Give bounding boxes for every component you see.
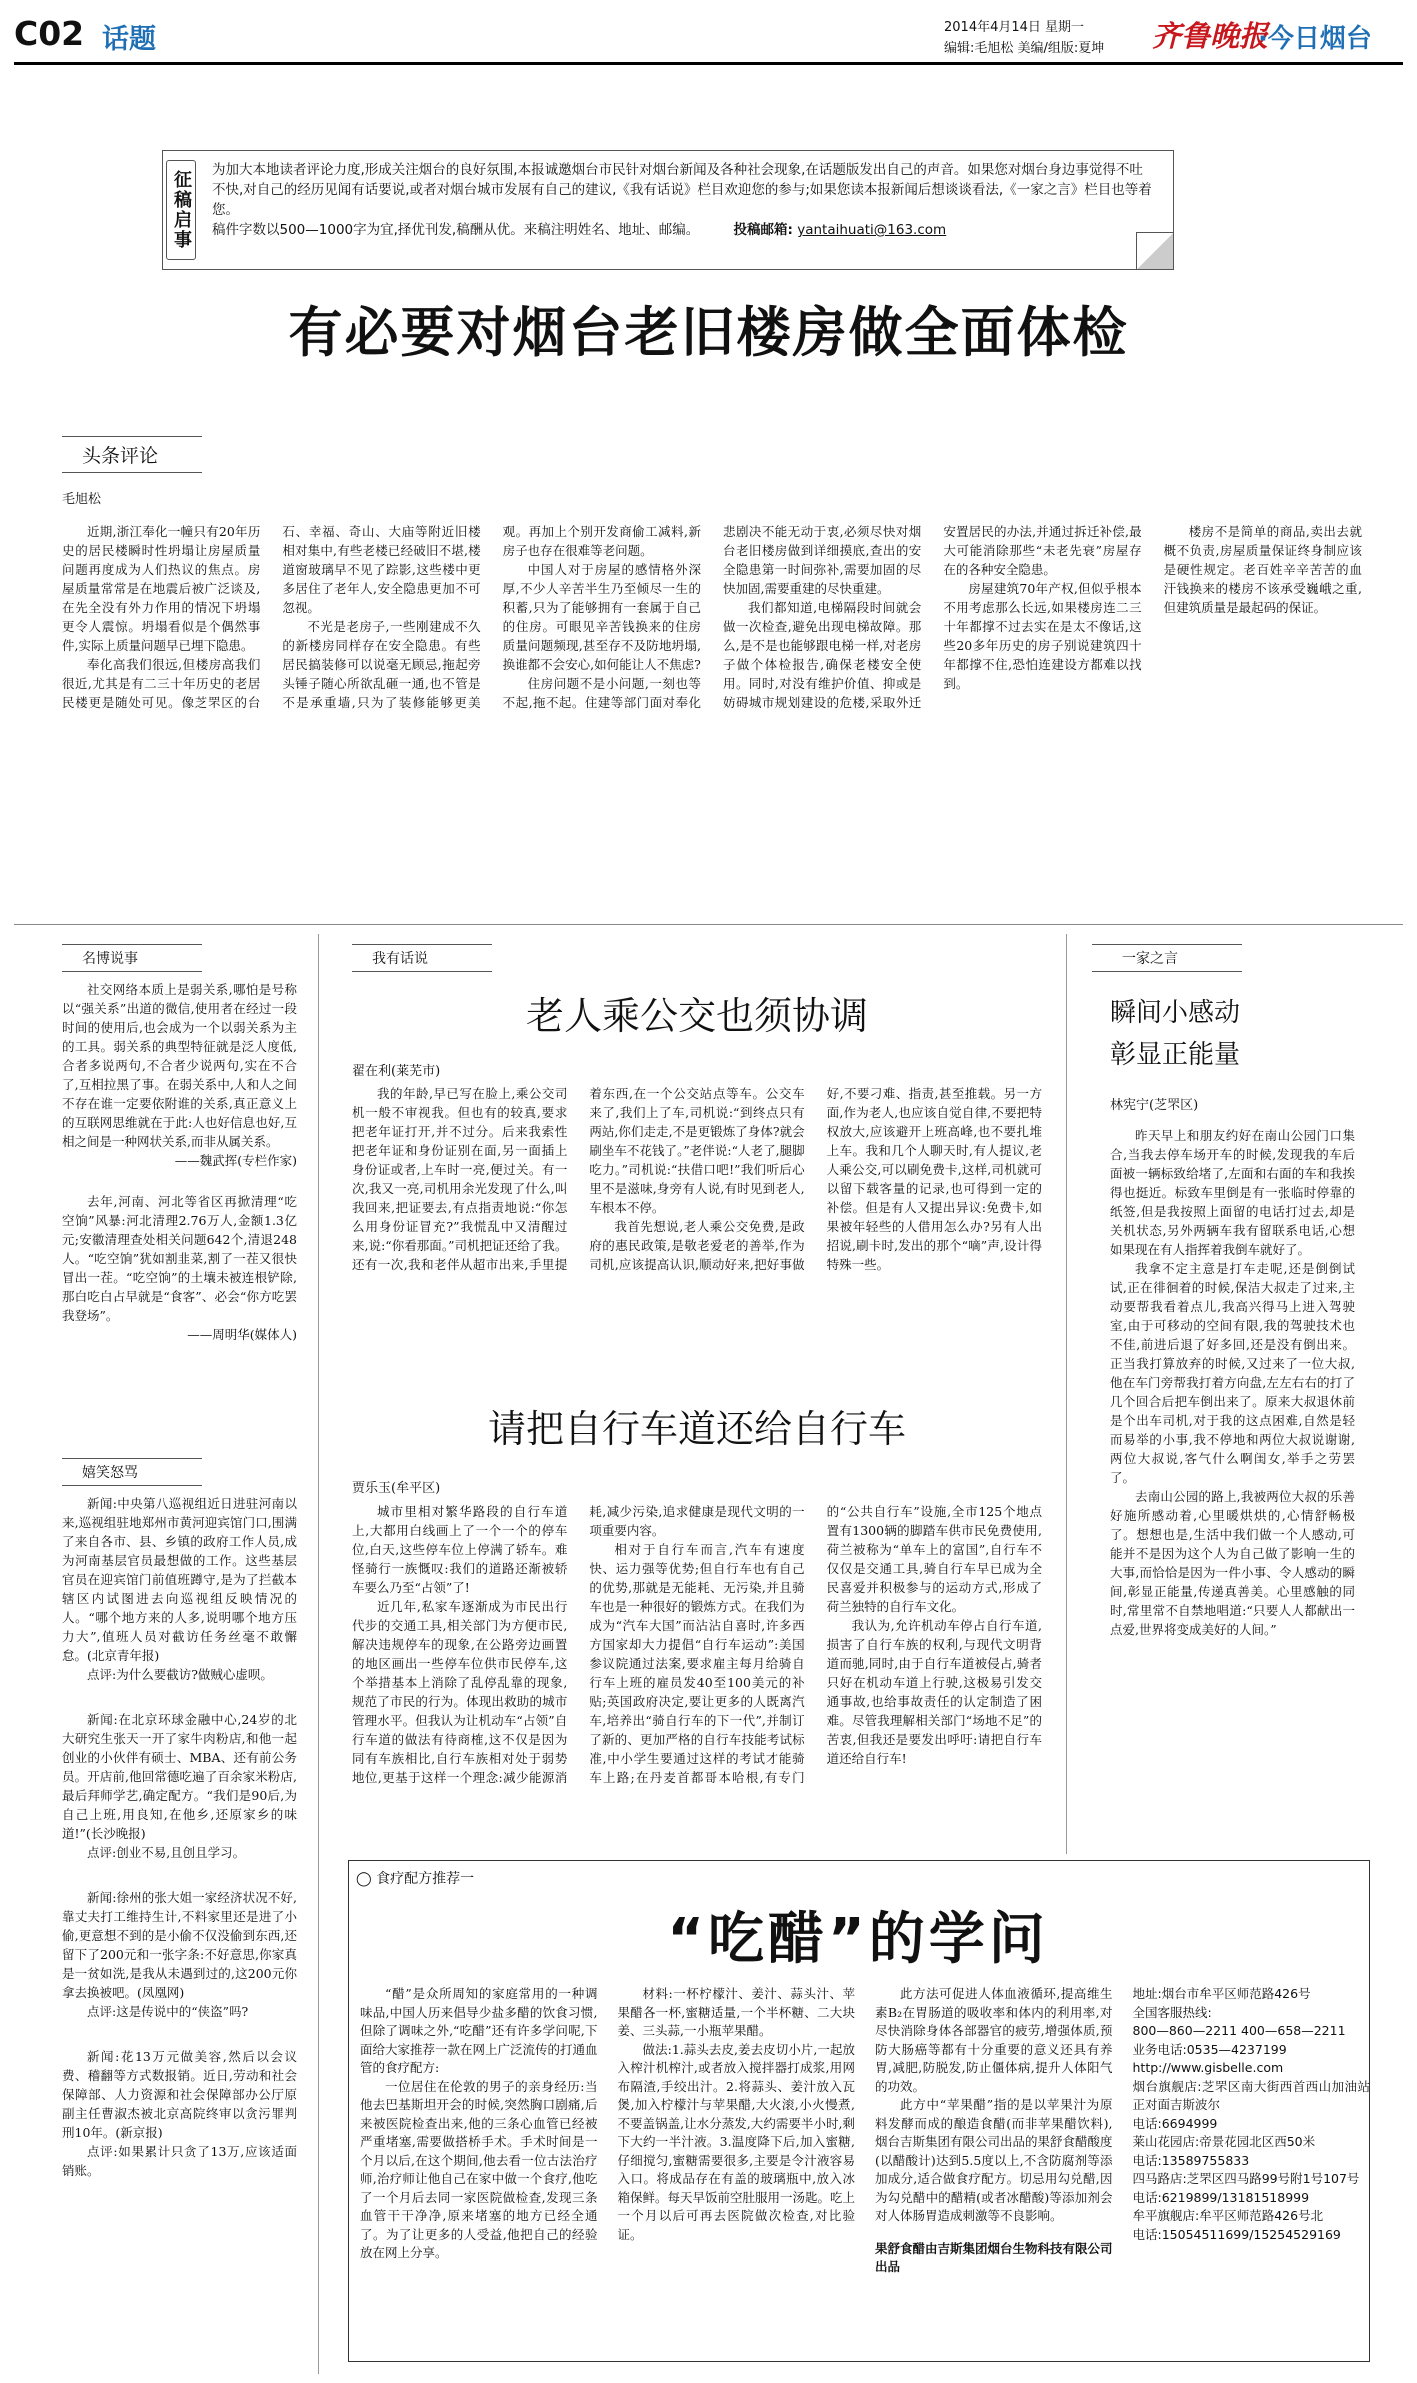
- lead-headline: 有必要对烟台老旧楼房做全面体检: [288, 301, 1129, 364]
- xixiao-news: 新闻:徐州的张大姐一家经济状况不好,靠丈夫打工维持生计,不料家里还是进了小偷,更意想不到的是小偷不仅没偷到东西,还留下了200元和一张字条:不好意思,你家真是一贫如洗,是我从未遇到过的,这200元你拿去换被吧。(凤凰网): [62, 1890, 297, 2000]
- yijia-headline-line2: 彰显正能量: [1110, 1040, 1241, 1070]
- lead-paragraph: 不光是老房子,一些刚建成不久的新楼房同样存在安全隐患。有些居民搞装修可以说毫无顾忌,拖起旁头锤子随心所欲乱砸一通,也不管是不是承重墙,只为了装修能够更美观。再加上个别开发商偷工减料,新房子也存在很难等老问题。: [282, 524, 701, 710]
- mingjia-column-label: 名博说事: [82, 951, 138, 967]
- lead-paragraph: 住房问题不是小问题,一刻也等不起,拖不起。住建等部门面对奉化悲剧决不能无动于衷,必须尽快对烟台老旧楼房做到详细摸底,查出的安全隐患第一时间弥补,需要加固的尽快加固,需要重建的尽快重建。: [502, 524, 922, 710]
- store-phone: 电话:6694999: [1132, 2115, 1218, 2131]
- bike-paragraph: 相对于自行车而言,汽车有速度快、运力强等优势;但自行车也有自己的优势,那就是无能耗、无污染,并且骑车也是一种很好的锻炼方式。在我们为成为“汽车大国”而沾沾自喜时,许多西方国家却大力提倡“自行车运动”:美国参议院通过法案,要求雇主每月给骑自行车上班的雇员发40至100美元的补贴;英国政府决定,要让更多的人既离汽车,培养出“骑自行车的下一代”,并制订了新的、更加严格的自行车技能考试标准,中小学生要通过这样的考试才能骑车上路;在丹麦首都哥本哈根,有专门的“公共自行车”设施,全市125个地点置有1300辆的脚踏车供市民免费使用,荷兰被称为“单车上的富国”,自行车不仅仅是交通工具,骑自行车早已成为全民喜爱并积极参与的运动方式,形成了荷兰独特的自行车文化。: [589, 1504, 1042, 1785]
- lead-paragraph: 楼房不是简单的商品,卖出去就概不负责,房屋质量保证终身制应该是硬性规定。老百姓辛辛苦苦的血汗钱换来的楼房不该承受巍峨之重,但建筑质量是最起码的保证。: [1163, 524, 1362, 615]
- yijia-body: [1110, 1126, 1355, 1856]
- bus-body: [352, 1084, 1042, 1384]
- section-name: 话题: [102, 24, 156, 55]
- promo-paragraph: 做法:1.蒜头去皮,姜去皮切小片,一起放入榨汁机榨汁,或者放入搅拌器打成浆,用网布隔渣,手绞出汁。2.将蒜头、姜汁放入瓦煲,加入柠檬汁与苹果醋,大火滚,小火慢煮,不要盖锅盖,让水分蒸发,大约需要半小时,剩下大约一半汁液。3.温度降下后,加入蜜糖,仔细搅匀,蜜糖需要很多,主要是令汁液容易入口。将成品存在有盖的玻璃瓶中,放入冰箱保鲜。每天早饭前空肚服用一汤匙。吃上一个月以后可再去医院做次检查,对比验证。: [617, 2041, 856, 2242]
- company-name: 果舒食醋由吉斯集团烟台生物科技有限公司出品: [875, 2240, 1113, 2274]
- lead-paragraph: 奉化高我们很远,但楼房高我们很近,尤其是有二三十年历史的老居民楼更是随处可见。像芝罘区的台石、幸福、奇山、大庙等附近旧楼相对集中,有些老楼已经破旧不堪,楼道窗玻璃早不见了踪影,这些楼中更多居住了老年人,安全隐患更加不可忽视。: [62, 524, 481, 710]
- xixiao-comment: 点评:创业不易,且创且学习。: [87, 1845, 246, 1860]
- call-for-papers-tag: 征稿启事: [166, 160, 196, 260]
- promo-body: [360, 1985, 1370, 2355]
- yijia-headline: [1110, 992, 1240, 1076]
- lead-body: [62, 522, 1362, 912]
- promo-tag-bullet: ◯: [356, 1871, 372, 1887]
- mingjia-signature: ——周明华(媒体人): [187, 1327, 297, 1342]
- mingjia-body: [62, 980, 297, 1455]
- bus-author: 翟在利(莱芜市): [352, 1064, 441, 1079]
- promo-tag-label: 食疗配方推荐一: [376, 1871, 475, 1887]
- submission-email[interactable]: yantaihuati@163.com: [797, 222, 947, 238]
- promo-tag: [356, 1868, 474, 1888]
- store-address: 莱山花园店:帝景花园北区西50米: [1132, 2134, 1316, 2149]
- lead-paragraph: 房屋建筑70年产权,但似乎根本不用考虑那么长远,如果楼房连二三十年都撑不过去实在是太不像话,这些20多年历史的房子别说建筑四十年都撑不住,恐怕连建设方都难以找到。: [943, 581, 1142, 691]
- bus-column-label: 我有话说: [372, 951, 428, 967]
- store-phone: 电话:15054511699/15254529169: [1132, 2226, 1341, 2242]
- yijia-column-tag: [1092, 944, 1242, 972]
- edition-name: ·今日烟台: [1258, 24, 1372, 54]
- bike-body: [352, 1502, 1042, 1838]
- mingjia-signature: ——魏武挥(专栏作家): [174, 1153, 297, 1168]
- store-address: 四马路店:芝罘区四马路99号附1号107号: [1132, 2171, 1360, 2186]
- email-label: 投稿邮箱:: [733, 222, 793, 238]
- box-corner-fold: [1136, 232, 1173, 269]
- yijia-headline-line1: 瞬间小感动: [1110, 998, 1241, 1028]
- store-phone: 电话:6219899/13181518999: [1132, 2189, 1310, 2205]
- store-address: 牟平旗舰店:牟平区师范路426号北: [1132, 2208, 1324, 2223]
- lead-paragraph: 我们都知道,电梯隔段时间就会做一次检查,避免出现电梯故障。那么,是不是也能够跟电梯一样,对老房子做个体检报告,确保老楼安全使用。同时,对没有维护价值、抑或是妨碍城市规划建设的危楼,采取外迁安置居民的办法,并通过拆迁补偿,最大可能消除那些“未老先衰”房屋存在的各种安全隐患。: [722, 524, 1142, 710]
- bike-headline: 请把自行车道还给自行车: [487, 1407, 906, 1451]
- call-for-papers-rules: 稿件字数以500—1000字为宜,择优刊发,稿酬从优。来稿注明姓名、地址、邮编。: [212, 222, 700, 238]
- lead-author: 毛旭松: [62, 492, 102, 507]
- bike-author: 贾乐玉(牟平区): [352, 1481, 441, 1496]
- company-website[interactable]: http://www.gisbelle.com: [1132, 2060, 1284, 2075]
- promo-paragraph: 此方中“苹果醋”指的是以苹果汁为原料发酵而成的酿造食醋(而非苹果醋饮料),烟台吉斯集团有限公司出品的果舒食醋酸度(以醋酸计)达到5.5度以上,不含防腐剂等添加成分,适合做食疗配方。切忌用勾兑醋,因为勾兑醋中的醋精(或者冰醋酸)等添加剂会对人体肠胃造成刺激等不良影响。: [875, 2097, 1113, 2223]
- mingjia-item: 社交网络本质上是弱关系,哪怕是号称以“强关系”出道的微信,使用者在经过一段时间的使用后,也会成为一个以弱关系为主的工具。弱关系的典型特征就是泛人度低,合者多说两句,不合者少说两句,实在不合了,互相拉黑了事。在弱关系中,人和人之间不存在谁一定要依附谁的关系,真正意义上的互联网思维就在于此:人也好信息也好,互相之间是一种网状关系,而非从属关系。: [62, 982, 297, 1149]
- hotline-row: [1133, 2004, 1371, 2023]
- section-rule: [14, 924, 1403, 925]
- lead-column-label: 头条评论: [82, 445, 159, 467]
- xixiao-body: [62, 1494, 297, 2369]
- lead-column-tag: [62, 436, 202, 473]
- header-rule: [14, 62, 1403, 65]
- mingjia-column-tag: [62, 944, 202, 972]
- bus-headline: 老人乘公交也须协调: [525, 994, 868, 1038]
- promo-paragraph: 材料:一杯柠檬汁、姜汁、蒜头汁、苹果醋各一杯,蜜糖适量,一个半杯糖、二大块姜、三头蒜,一小瓶苹果醋。: [617, 1986, 855, 2038]
- paper-logo: 齐鲁晚报: [1152, 19, 1269, 53]
- call-for-papers-text: [212, 160, 1152, 240]
- yijia-paragraph: 去南山公园的路上,我被两位大叔的乐善好施所感动着,心里暖烘烘的,心情舒畅极了。想想也是,生活中我们做一个人感动,可能并不是因为这个人为自己做了影响一生的大事,而恰恰是因为一件小事、令人感动的瞬间,彰显正能量,传递真善美。心里感触的同时,常里常不自禁地唱道:“只要人人都献出一点爱,世界将变成美好的人间。”: [1110, 1489, 1355, 1637]
- yijia-column-label: 一家之言: [1122, 951, 1178, 967]
- hotline-numbers: 800—860—2211 400—658—2211: [1132, 2023, 1346, 2038]
- promo-paragraph: 此方法可促进人体血液循环,提高维生素B₂在胃肠道的吸收率和体内的利用率,对尽快消除身体各部器官的疲劳,增强体质,预防大肠癌等都有十分重要的意义还具有养胃,减肥,防脱发,防止僵体病,提升人体阳气的功效。: [875, 1986, 1113, 2094]
- xixiao-news: 新闻:花13万元做美容,然后以会议费、稽翻等方式数报销。近日,劳动和社会保障部、人力资源和社会保障部办公厅原副主任曹淑杰被北京高院终审以贪污罪判刑10年。(新京报): [62, 2049, 297, 2140]
- page-code: C02: [14, 14, 85, 53]
- column-divider: [318, 934, 319, 2374]
- xixiao-comment: 点评:如果累计只贪了13万,应该适面销账。: [62, 2144, 297, 2178]
- column-divider: [1066, 934, 1067, 1854]
- xixiao-column-tag: [62, 1458, 202, 1486]
- yijia-paragraph: 昨天早上和朋友约好在南山公园门口集合,当我去停车场开车的时候,发现我的车后面被一辆标致给堵了,左面和右面的车和我挨得也挺近。标致车里倒是有一张临时停靠的纸签,但是我按照上面留的电话打过去,却是关机状态,另外两辆车我有留联系电话,心想如果现在有人指挥着我倒车就好了。: [1110, 1128, 1355, 1257]
- bike-paragraph: 近几年,私家车逐渐成为市民出行代步的交通工具,相关部门为方便市民,解决违规停车的现象,在公路旁边画置的地区画出一些停车位供市民停车,这个举措基本上消除了乱停乱靠的现象,规范了市民的行为。体现出救助的城市管理水平。但我认为让机动车“占领”自行车道的做法有待商榷,这不仅是因为同有车族相比,自行车族相对处于弱势地位,更基于这样一个理念:减少能源消耗,减少污染,追求健康是现代文明的一项重要内容。: [352, 1504, 805, 1785]
- hotline-label: 全国客服热线:: [1132, 2004, 1212, 2020]
- bike-paragraph: 我认为,允许机动车停占自行车道,损害了自行车族的权利,与现代文明背道而驰,同时,由于自行车道被侵占,骑者只好在机动车道上行驶,这极易引发交通事故,也给事故责任的认定制造了困难。尽管我理解相关部门“场地不足”的苦衷,但我还是要发出呼吁:请把自行车道还给自行车!: [826, 1618, 1042, 1766]
- issue-date: 2014年4月14日 星期一: [944, 20, 1085, 35]
- yijia-author: 林宪宁(芝罘区): [1110, 1098, 1199, 1113]
- call-for-papers-body: 为加大本地读者评论力度,形成关注烟台的良好氛围,本报诚邀烟台市民针对烟台新闻及各种社会现象,在话题版发出自己的声音。如果您对烟台身边事觉得不吐不快,对自己的经历见闻有话要说,或者对烟台城市发展有自己的建议,《我有话说》栏目欢迎您的参与;如果您读本报新闻后想谈谈看法,《一家之言》栏目也等着您。: [212, 162, 1152, 218]
- promo-headline: “吃醋”的学问: [667, 1907, 1049, 1972]
- company-address: 地址:烟台市牟平区师范路426号: [1132, 1986, 1311, 2001]
- xixiao-comment: 点评:这是传说中的“侠盗”吗?: [87, 2004, 249, 2019]
- bus-paragraph: 我的年龄,早已写在脸上,乘公交司机一般不审视我。但也有的较真,要求把老年证打开,并不过分。后来我索性把老年证和身份证别在面,另一面插上身份证或者,上车时一亮,便过关。有一次,我又一亮,司机用余光发现了什么,叫我回来,把证要去,有点指责地说:“你怎么用身份证冒充?”我慌乱中又清醒过来,说:“你看那面。”司机把证还给了我。还有一次,我和老伴从超市出来,手里提着东西,在一个公交站点等车。公交车来了,我们上了车,司机说:“到终点只有两站,你们走走,不是更锻炼了身体?就会刷坐车不花钱了。”老伴说:“人老了,腿脚吃力。”司机说:“扶借口吧!”我们听后心里不是滋味,身旁有人说,有时见到老人,车根本不停。: [352, 1086, 805, 1272]
- store-phone: 电话:13589755833: [1132, 2152, 1250, 2168]
- bus-column-tag: [352, 944, 492, 972]
- lead-paragraph: 中国人对于房屋的感情格外深厚,不少人辛苦半生乃至倾尽一生的积蓄,只为了能够拥有一套属于自己的住房。可眼见辛苦钱换来的住房质量问题频现,甚至存不及防地坍塌,换谁都不会安心,如何能让人不焦虑?: [502, 562, 701, 672]
- lead-paragraph: 近期,浙江奉化一幢只有20年历史的居民楼瞬时性坍塌让房屋质量问题再度成为人们热议的焦点。房屋质量常常是在地震后被广泛谈及,在先全没有外力作用的情况下坍塌更令人震惊。坍塌看似是个偶然事件,实际上质量问题早已埋下隐患。: [62, 524, 261, 653]
- yijia-paragraph: 我拿不定主意是打车走呢,还是倒倒试试,正在徘徊着的时候,保洁大叔走了过来,主动要帮我看着点儿,我高兴得马上进入驾驶室,由于可移动的空间有限,我的驾驶技术也不佳,前进后退了好多回,还是没有倒出来。正当我打算放弃的时候,又过来了一位大叔,他在车门旁帮我打着方向盘,左左右右的打了几个回合后把车倒出来了。原来大叔退休前是个出车司机,对于我的这点困难,自然是轻而易举的小事,我不停地和两位大叔说谢谢,两位大叔说,客气什么啊闺女,举手之劳罢了。: [1110, 1261, 1355, 1485]
- promo-paragraph: “醋”是众所周知的家庭常用的一种调味品,中国人历来倡导少盐多醋的饮食习惯,但除了调味之外,“吃醋”还有许多学问呢,下面给大家推荐一款在网上广泛流传的打通血管的食疗配方:: [360, 1986, 598, 2075]
- xixiao-comment: 点评:为什么要截访?做贼心虚呗。: [87, 1667, 273, 1682]
- promo-paragraph: 一位居住在伦敦的男子的亲身经历:当他去巴基斯坦开会的时候,突然胸口剧痛,后来被医院检查出来,他的三条心血管已经被严重堵塞,需要做搭桥手术。手术时间是一个月以后,在这个期间,他去看一位古法治疗师,治疗师让他自己在家中做一个食疗,他吃了一个月后去同一家医院做检查,发现三条血管干干净净,原来堵塞的地方已经全通了。为了让更多的人受益,他把自己的经验放在网上分享。: [360, 2078, 598, 2260]
- xixiao-news: 新闻:在北京环球金融中心,24岁的北大研究生张天一开了家牛肉粉店,和他一起创业的小伙伴有硕士、MBA、还有前公务员。开店前,他回常德吃遍了百余家米粉店,最后拜师学艺,确定配方。“我们是90后,为自己上班,用良知,在他乡,还原家乡的味道!”(长沙晚报): [62, 1712, 297, 1841]
- business-phone: 业务电话:0535—4237199: [1132, 2041, 1287, 2057]
- bus-paragraph: 我首先想说,老人乘公交免费,是政府的惠民政策,是敬老爱老的善举,作为司机,应该提高认识,顺动好来,把好事做好,不要刁难、指责,甚至推载。另一方面,作为老人,也应该自觉自律,不要把特权放大,应该避开上班高峰,也不要扎堆上车。我和几个人聊天时,有人提议,老人乘公交,可以刷免费卡,这样,司机就可以留下载客量的记录,也可得到一定的补偿。但是有人又提出异议:免费卡,如果被年轻些的人借用怎么办?另有人出招说,刷卡时,发出的那个“嘀”声,设计得特殊一些。: [589, 1086, 1042, 1272]
- store-address: 烟台旗舰店:芝罘区南大街西首西山加油站正对面吉斯波尔: [1132, 2078, 1370, 2112]
- mingjia-item: 去年,河南、河北等省区再掀清理“吃空饷”风暴:河北清理2.76万人,金额1.3亿元;安徽清理查处相关问题642个,清退248人。“吃空饷”犹如割韭菜,割了一茬又很快冒出一茬。“吃空饷”的土壤未被连根铲除,那白吃白占早就是“食客”、必会“你方吃罢我登场”。: [62, 1194, 297, 1323]
- bike-paragraph: 城市里相对繁华路段的自行车道上,大都用白线画上了一个一个的停车位,白天,这些停车位上停满了轿车。难怪骑行一族慨叹:我们的道路还渐被轿车要么乃至“占领”了!: [352, 1504, 568, 1595]
- xixiao-column-label: 嬉笑怒骂: [82, 1465, 138, 1481]
- xixiao-news: 新闻:中央第八巡视组近日进驻河南以来,巡视组驻地郑州市黄河迎宾馆门口,围满了来自各市、县、乡镇的政府工作人员,成为河南基层官员最想做的工作。这些基层官员在迎宾馆门前值班蹲守,是为了拦截本辖区内试图进去向巡视组反映情况的人。“哪个地方来的人多,说明哪个地方压力大”,值班人员对截访任务丝毫不敢懈怠。(北京青年报): [62, 1496, 297, 1663]
- editors: 编辑:毛旭松 美编/组版:夏坤: [944, 41, 1105, 56]
